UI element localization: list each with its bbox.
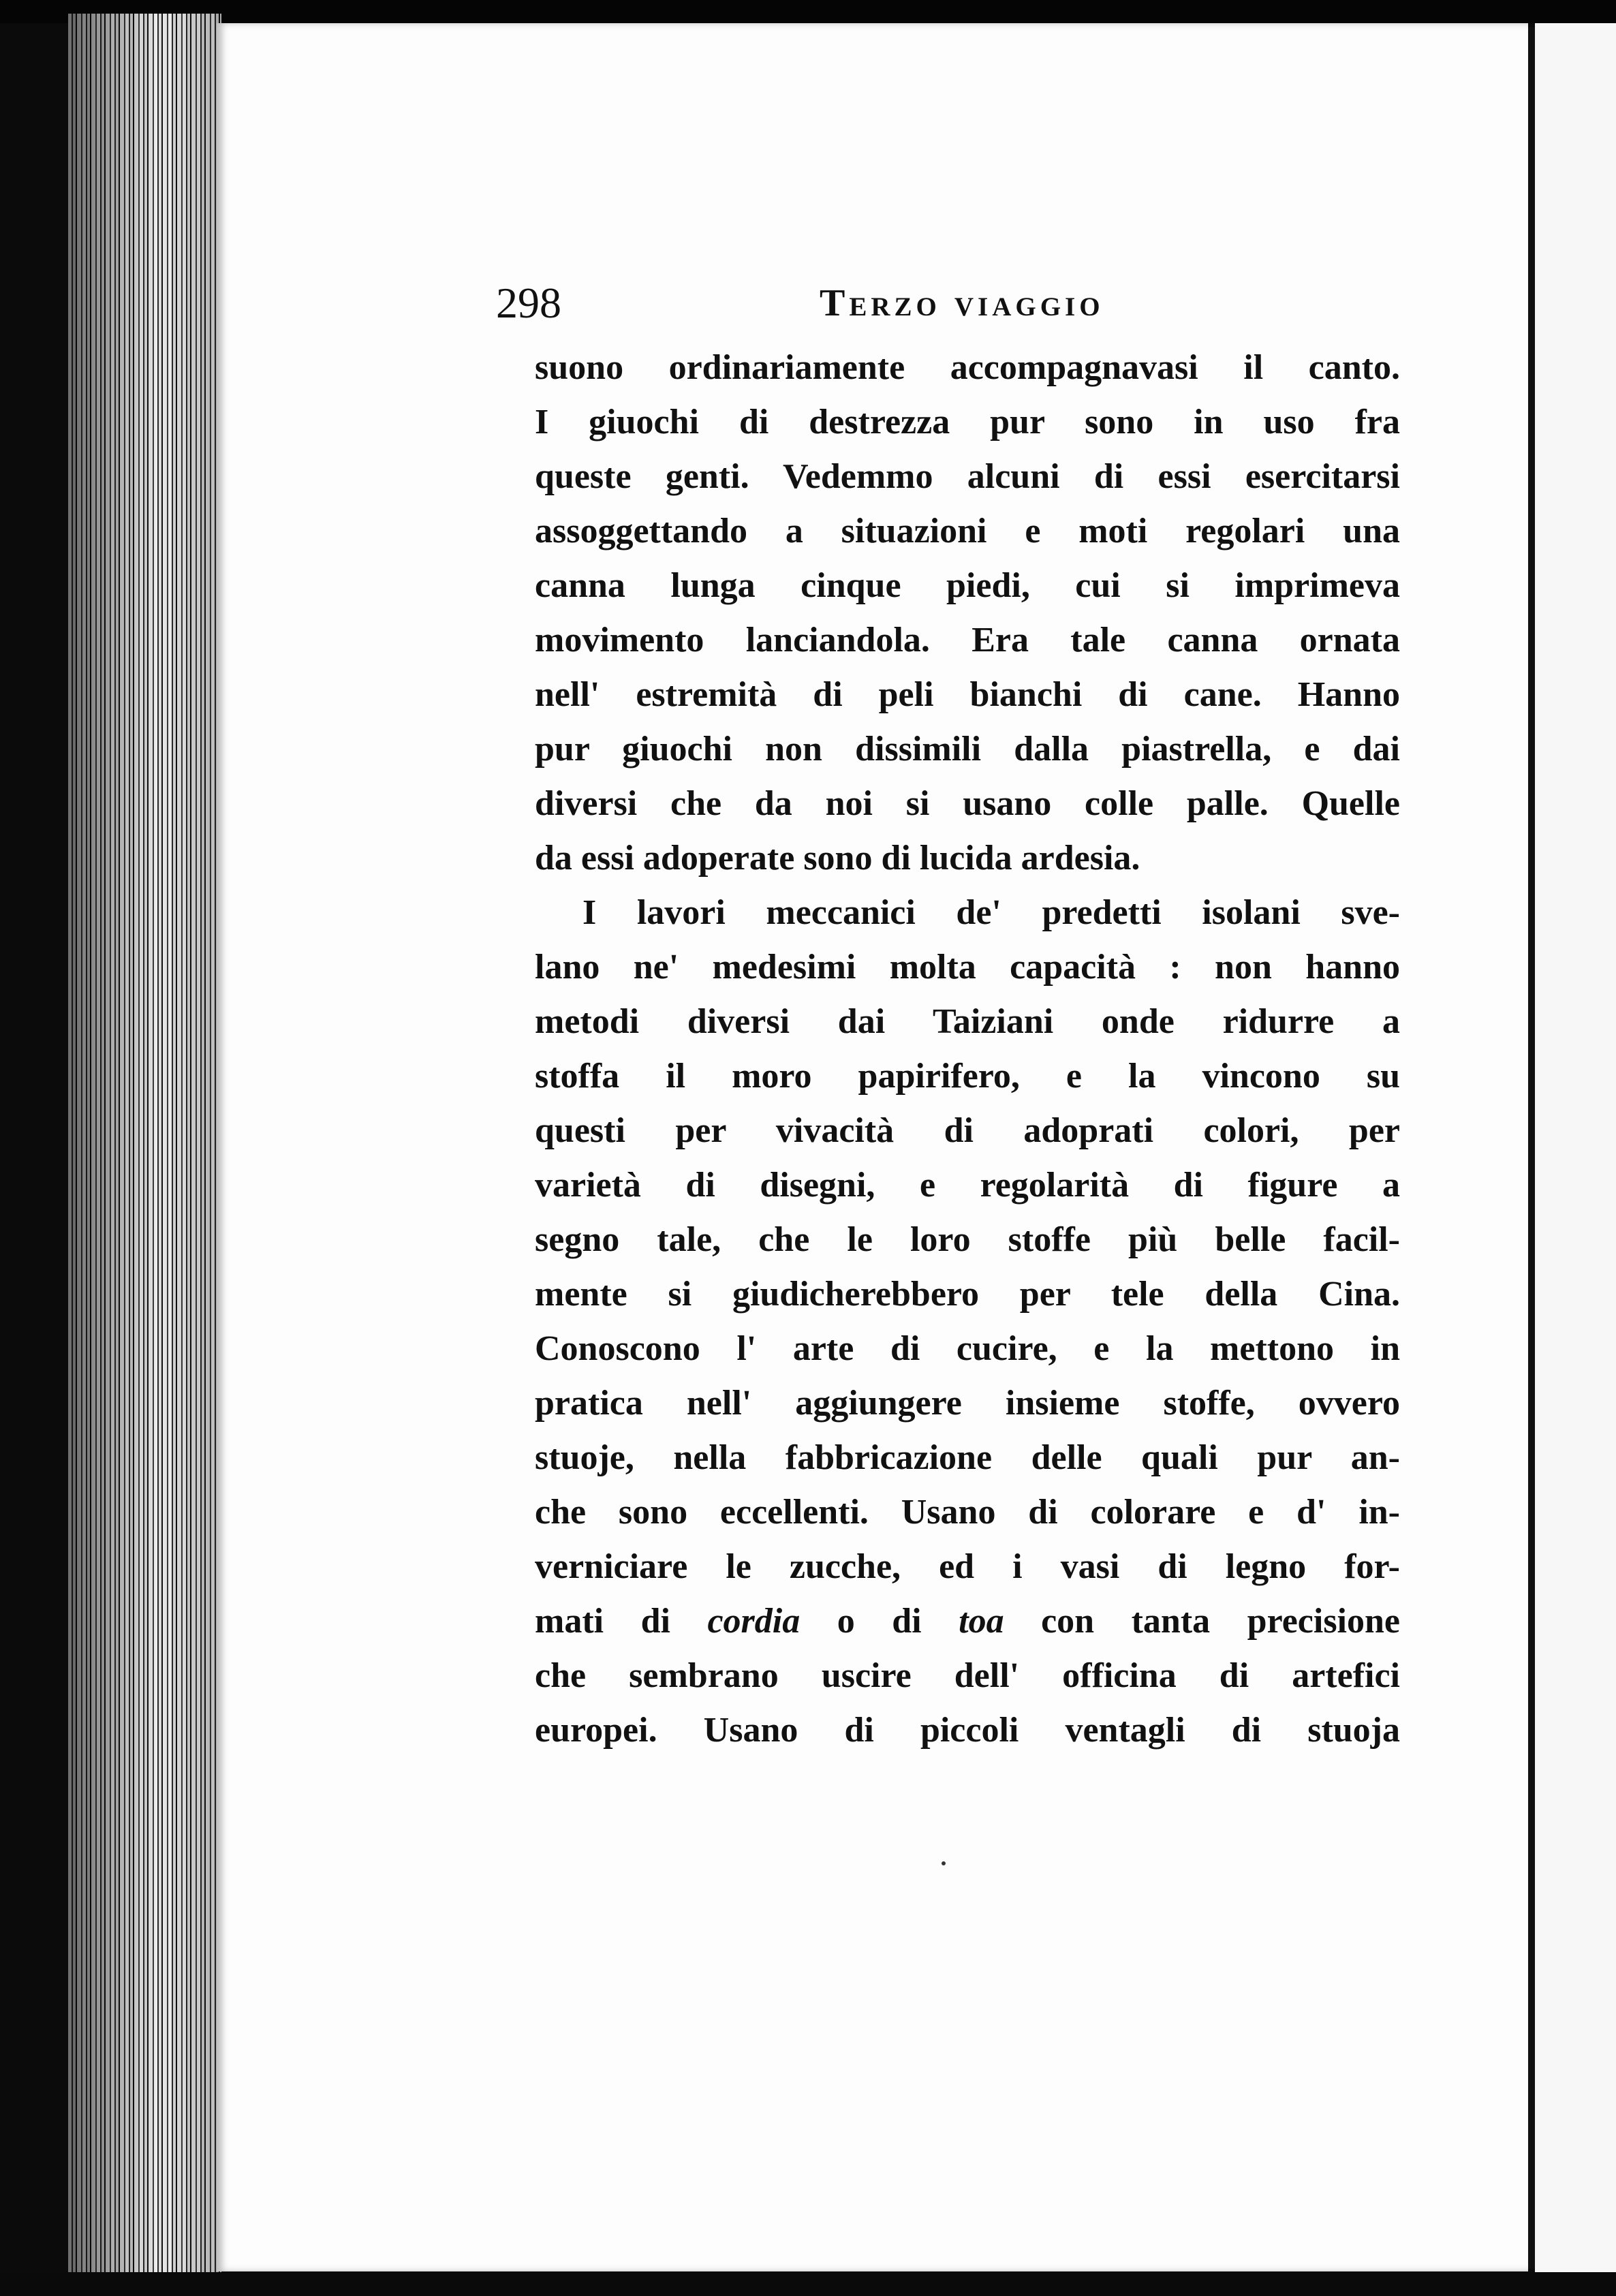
page-number: 298 <box>496 279 561 327</box>
ink-speck <box>942 1861 946 1865</box>
text-line: diversi che da noi si usano colle palle. Quelle <box>535 784 1400 823</box>
text-line: europei. Usano di piccoli ventagli di stuoja <box>535 1711 1400 1750</box>
text-line: stuoje, nella fabbricazione delle quali pur an- <box>535 1438 1400 1477</box>
text-line: da essi adoperate sono di lucida ardesia. <box>535 839 1140 878</box>
text-line: stoffa il moro papirifero, e la vincono su <box>535 1057 1400 1096</box>
text-line: I lavori meccanici de' predetti isolani sve- <box>582 893 1400 932</box>
text-line: queste genti. Vedemmo alcuni di essi esercitarsi <box>535 457 1400 496</box>
text-line: pur giuochi non dissimili dalla piastrella, e dai <box>535 730 1400 769</box>
text-segment: mati di <box>535 1602 708 1641</box>
right-margin <box>1535 23 1616 2278</box>
body-text <box>535 341 1400 1758</box>
italic-term: toa <box>959 1602 1004 1641</box>
text-line: che sembrano uscire dell' officina di artefici <box>535 1656 1400 1695</box>
text-line-with-italics <box>535 1594 1400 1649</box>
scanner-bottom-edge <box>0 2272 1616 2296</box>
text-line: pratica nell' aggiungere insieme stoffe, ovvero <box>535 1384 1400 1423</box>
text-line: segno tale, che le loro stoffe più belle facil- <box>535 1220 1400 1259</box>
scanner-top-edge <box>0 0 1616 23</box>
text-line: mente si giudicherebbero per tele della Cina. <box>535 1275 1400 1314</box>
text-segment: con tanta precisione <box>1004 1602 1400 1641</box>
right-page-border <box>1528 27 1535 2269</box>
text-line: Conoscono l' arte di cucire, e la mettono in <box>535 1329 1400 1368</box>
text-line: I giuochi di destrezza pur sono in uso fra <box>535 403 1400 441</box>
text-line: metodi diversi dai Taiziani onde ridurre a <box>535 1002 1400 1041</box>
gutter-shadow <box>68 14 221 2282</box>
text-line: varietà di disegni, e regolarità di figure a <box>535 1166 1400 1205</box>
text-line: questi per vivacità di adoprati colori, per <box>535 1111 1400 1150</box>
running-title: Terzo viaggio <box>820 282 1104 324</box>
text-line: lano ne' medesimi molta capacità : non hanno <box>535 948 1400 987</box>
running-head <box>496 273 1402 334</box>
text-line: nell' estremità di peli bianchi di cane. Hanno <box>535 675 1400 714</box>
text-line: canna lunga cinque piedi, cui si imprimeva <box>535 566 1400 605</box>
text-line: verniciare le zucche, ed i vasi di legno for- <box>535 1547 1400 1586</box>
text-segment: o di <box>800 1602 959 1641</box>
text-line: movimento lanciandola. Era tale canna ornata <box>535 621 1400 660</box>
italic-term: cordia <box>707 1602 801 1641</box>
text-line: suono ordinariamente accompagnavasi il canto. <box>535 348 1400 387</box>
text-line: che sono eccellenti. Usano di colorare e d' in- <box>535 1493 1400 1532</box>
text-line: assoggettando a situazioni e moti regolari una <box>535 512 1400 550</box>
